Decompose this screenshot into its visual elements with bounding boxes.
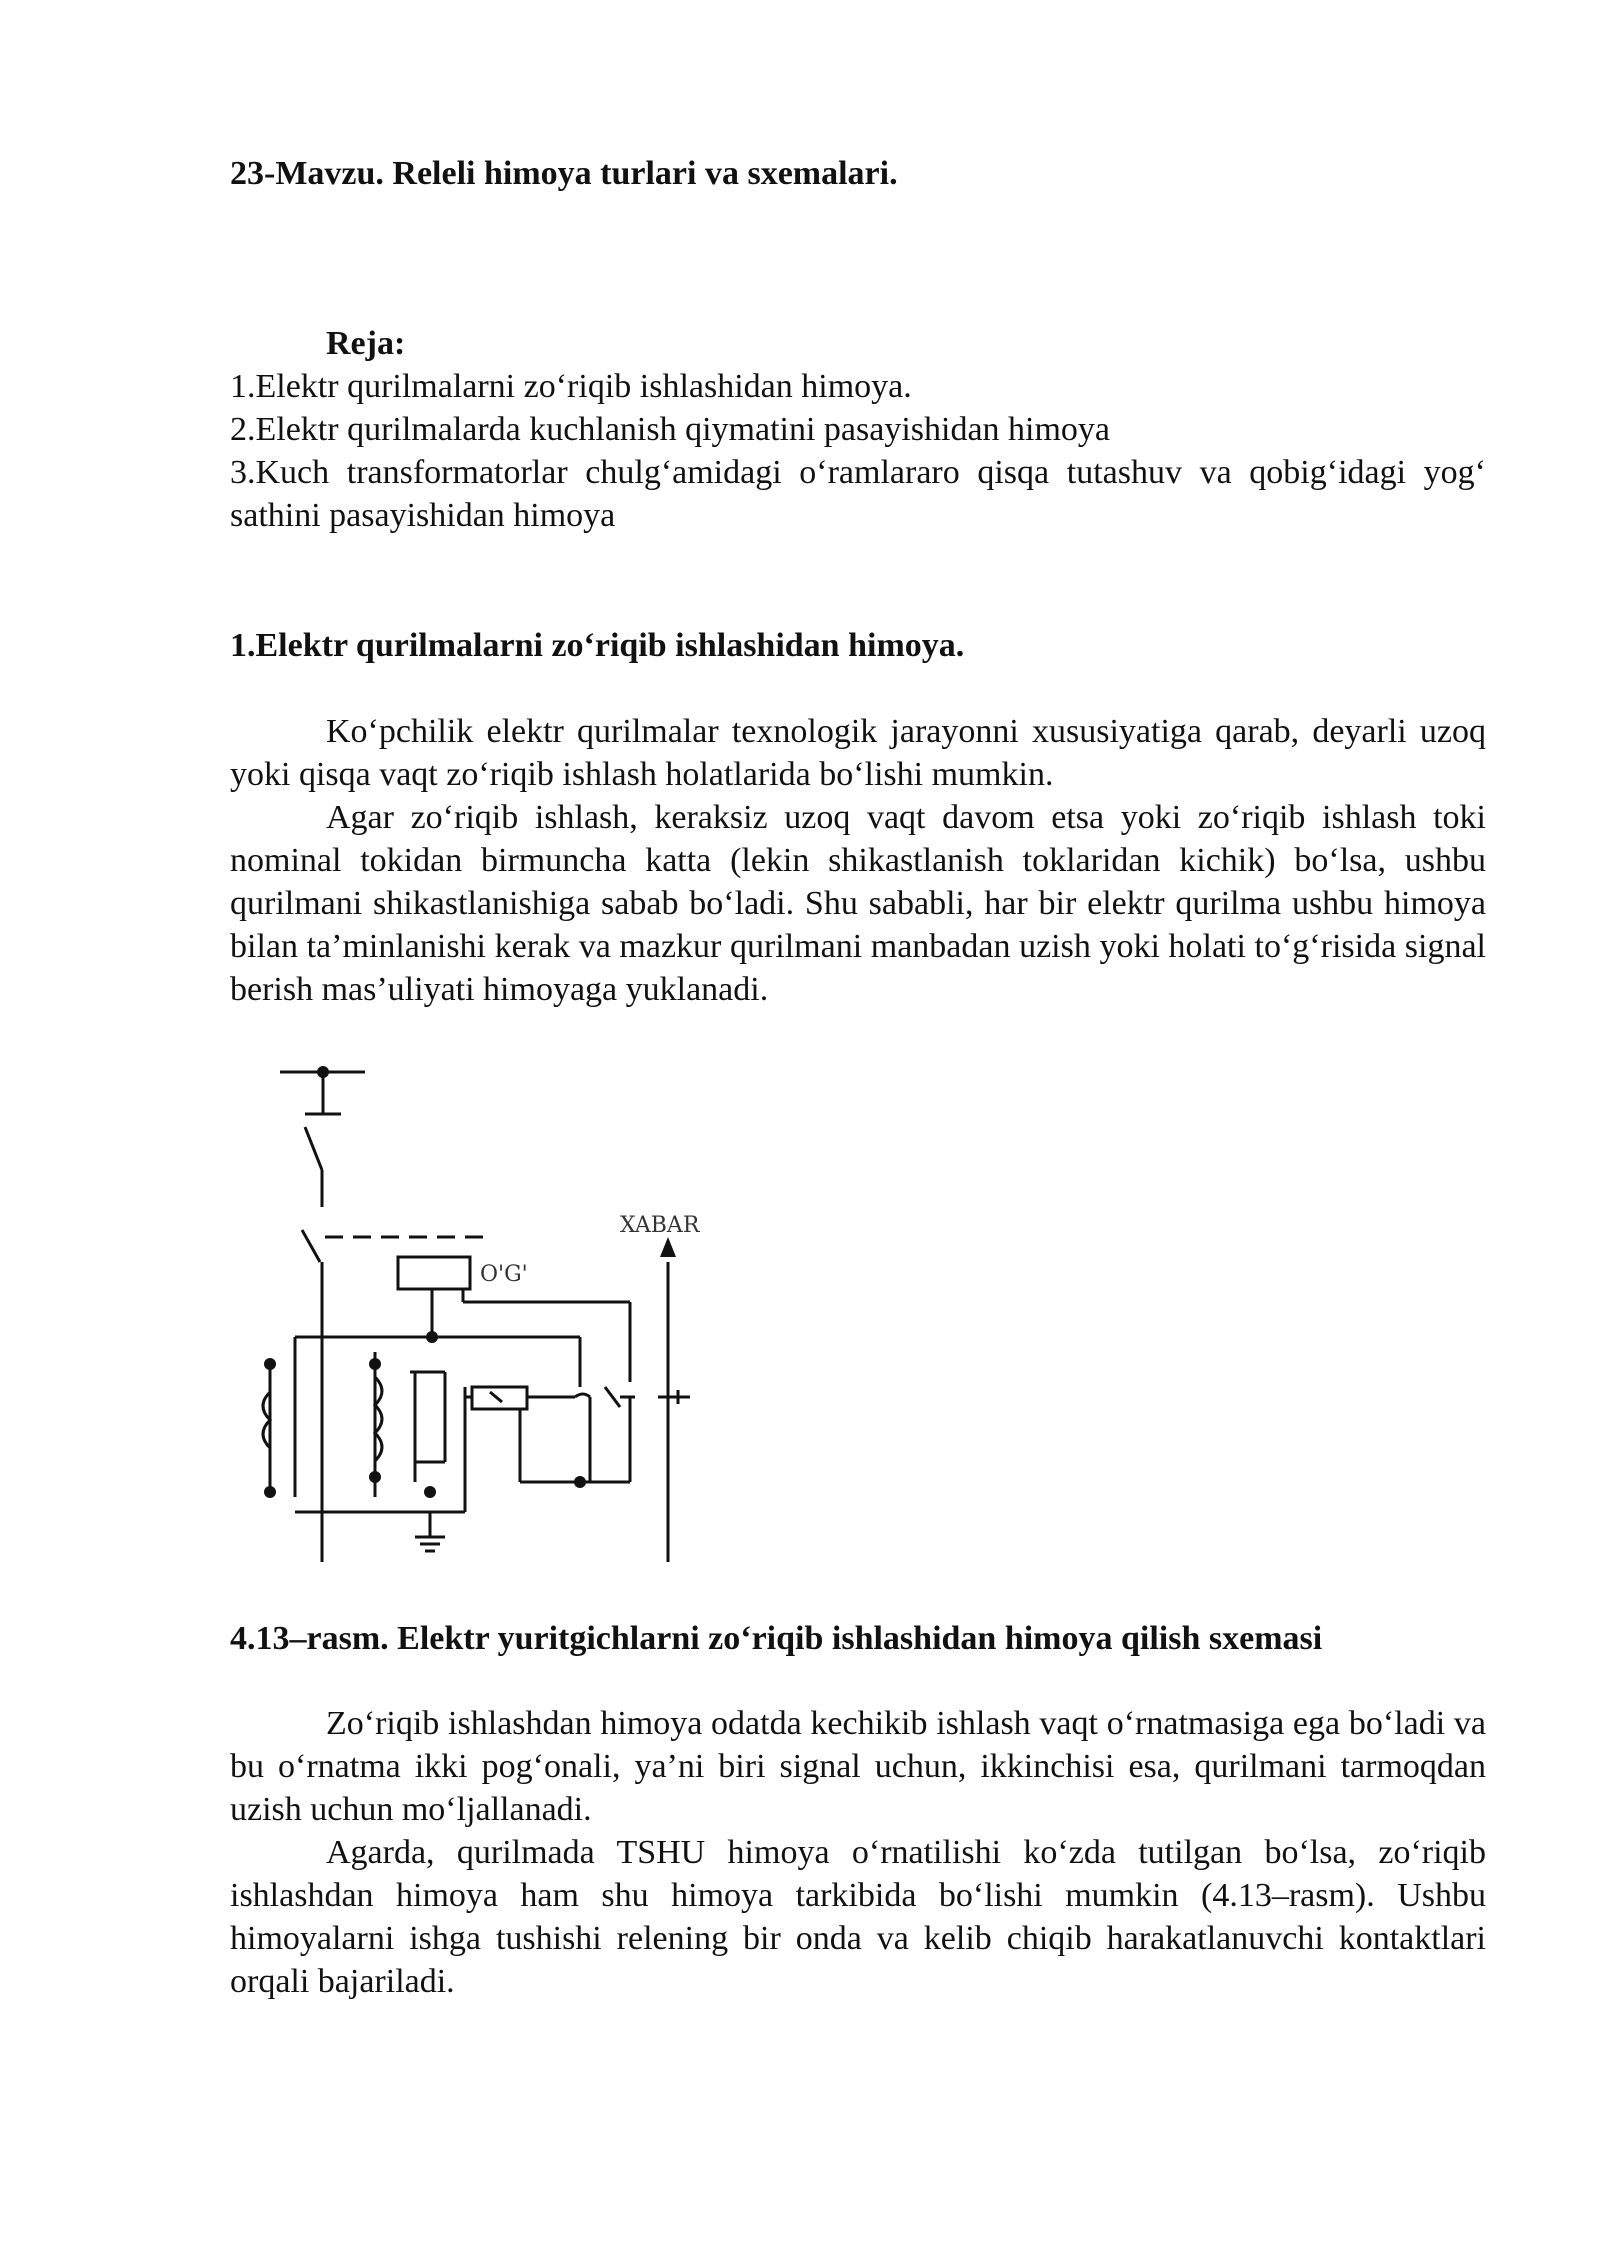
section2-body xyxy=(230,1702,1486,2003)
signal-label: XABAR xyxy=(620,1213,700,1238)
section-heading: 1.Elektr qurilmalarni zo‘riqib ishlashidan himoya. xyxy=(230,627,965,664)
paragraph: Ko‘pchilik elektr qurilmalar texnologik jarayonni xususiyatiga qarab, deyarli uzoq yoki qisqa vaqt zo‘riqib ishlash holatlarida bo‘lishi mumkin. xyxy=(230,713,1486,793)
plan-item: 3.Kuch transformatorlar chulg‘amidagi o‘ramlararo qisqa tutashuv va qobig‘idagi yog‘ sathini pasayishidan himoya xyxy=(230,454,1486,534)
paragraph: Agar zo‘riqib ishlash, keraksiz uzoq vaqt davom etsa yoki zo‘riqib ishlash toki nominal tokidan birmuncha katta (lekin shikastlanish toklaridan kichik) bo‘lsa, ushbu qurilmani shikastlanishiga sabab bo‘ladi. Shu sababli, har bir elektr qurilma ushbu himoya bilan ta’minlanishi kerak va mazkur qurilmani manbadan uzish yoki holati to‘g‘risida signal berish mas’uliyati himoyaga yuklanadi. xyxy=(230,799,1486,1008)
figure-caption: 4.13–rasm. Elektr yuritgichlarni zo‘riqib ishlashidan himoya qilish sxemasi xyxy=(230,1620,1323,1657)
circuit-diagram xyxy=(250,1052,730,1572)
plan-list xyxy=(230,365,1486,537)
paragraph: Zo‘riqib ishlashdan himoya odatda kechikib ishlash vaqt o‘rnatmasiga ega bo‘ladi va bu o‘rnatma ikki pog‘onali, ya’ni biri signal uchun, ikkinchisi esa, qurilmani tarmoqdan uzish uchun mo‘ljallanadi. xyxy=(230,1705,1486,1828)
plan-heading: Reja: xyxy=(326,325,406,362)
signal-arrow-icon xyxy=(660,1237,676,1257)
section1-body xyxy=(230,710,1486,1011)
plan-item: 2.Elektr qurilmalarda kuchlanish qiymatini pasayishidan himoya xyxy=(230,411,1111,448)
plan-item: 1.Elektr qurilmalarni zo‘riqib ishlashidan himoya. xyxy=(230,368,912,405)
circuit-diagram-svg xyxy=(250,1052,730,1572)
paragraph: Agarda, qurilmada TSHU himoya o‘rnatilishi ko‘zda tutilgan bo‘lsa, zo‘riqib ishlashdan himoya ham shu himoya tarkibida bo‘lishi mumkin (4.13–rasm). Ushbu himoyalarni ishga tushishi relening bir onda va kelib chiqib harakatlanuvchi kontaktlari orqali bajariladi. xyxy=(230,1834,1486,2000)
relay-label: O'G' xyxy=(480,1262,528,1287)
page-title: 23-Mavzu. Releli himoya turlari va sxemalari. xyxy=(230,155,898,192)
